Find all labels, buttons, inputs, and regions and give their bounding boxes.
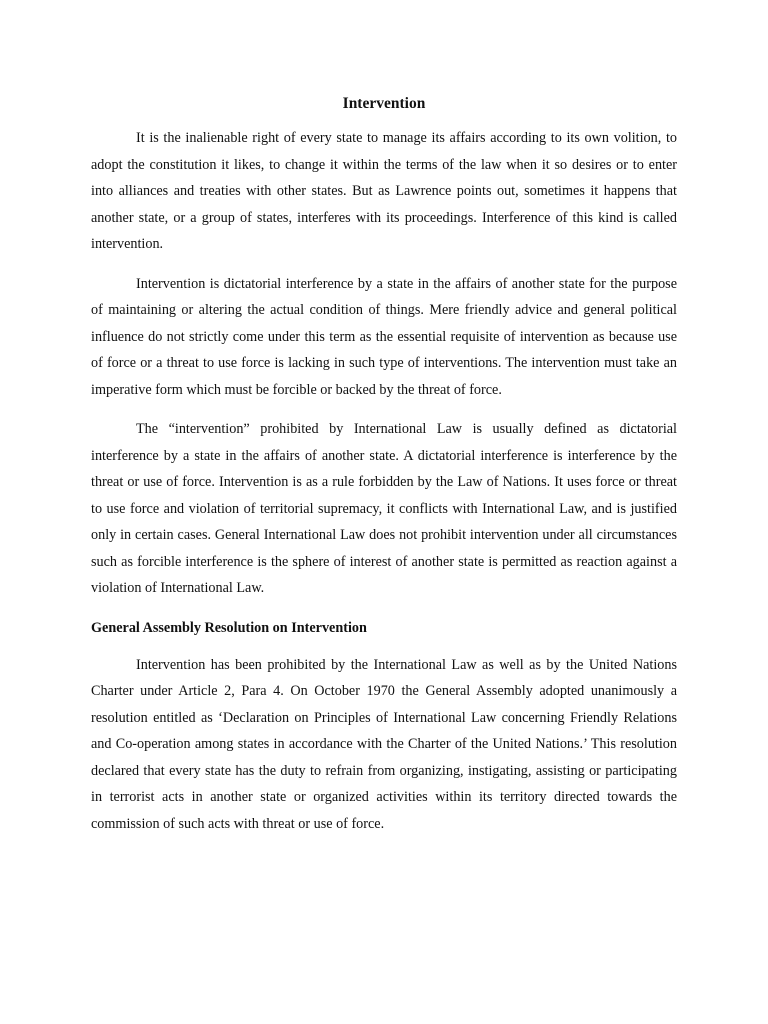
document-title: Intervention	[342, 95, 426, 112]
paragraph-prohibition: The “intervention” prohibited by International Law is usually defined as dictatorial interference by a state in the affairs of another state. A dictatorial interference is interference by the threat or use of force. Intervention is as a rule forbidden by the Law of Nations. It uses force or threat to use force and violation of territorial supremacy, it conflicts with International Law, and is justified only in certain cases. General International Law does not prohibit intervention under all circumstances such as forcible interference is the sphere of interest of another state is permitted as reaction against a violation of International Law.	[91, 421, 677, 596]
paragraph-un-resolution: Intervention has been prohibited by the International Law as well as by the United Nations Charter under Article 2, Para 4. On October 1970 the General Assembly adopted unanimously a resolution entitled as ‘Declaration on Principles of International Law concerning Friendly Relations and Co-operation among states in accordance with the Charter of the United Nations.’ This resolution declared that every state has the duty to refrain from organizing, instigating, assisting or participating in terrorist acts in another state or organized activities within its territory directed towards the commission of such acts with threat or use of force.	[91, 656, 677, 832]
paragraph-definition: Intervention is dictatorial interference by a state in the affairs of another state for the purpose of maintaining or altering the actual condition of things. Mere friendly advice and general political influence do not strictly come under this term as the essential requisite of intervention as because use of force or a threat to use force is lacking in such type of interventions. The intervention must take an imperative form which must be forcible or backed by the threat of force.	[91, 275, 677, 398]
section-heading-general-assembly: General Assembly Resolution on Intervention	[91, 619, 367, 636]
paragraph-right-to-self-govern: It is the inalienable right of every state to manage its affairs according to its own volition, to adopt the constitution it likes, to change it within the terms of the law when it so desires or to enter into alliances and treaties with other states. But as Lawrence points out, sometimes it happens that another state, or a group of states, interferes with its proceedings. Interference of this kind is called intervention.	[91, 130, 677, 252]
